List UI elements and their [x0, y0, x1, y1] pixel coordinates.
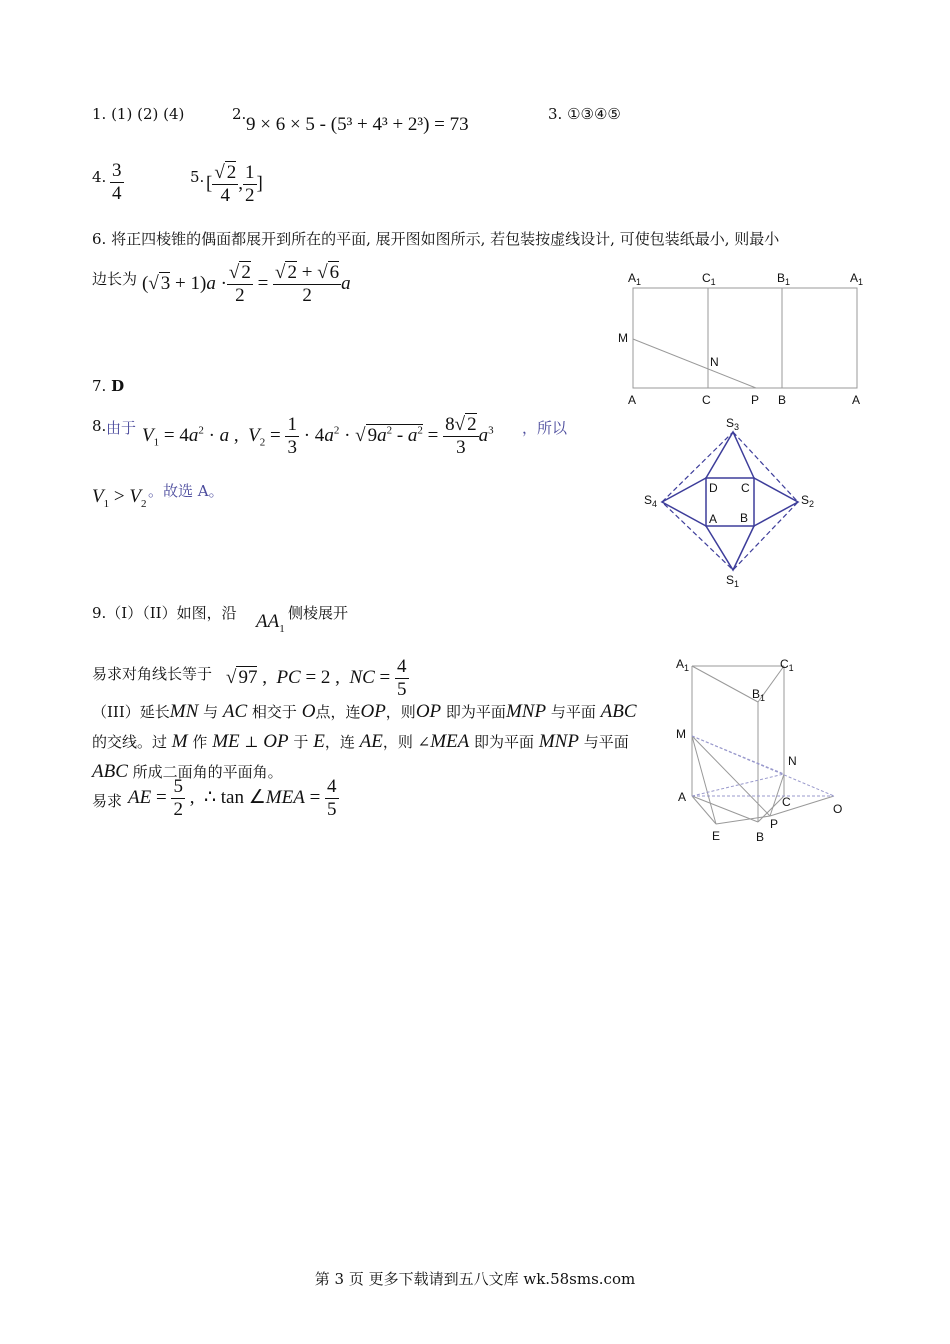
answer-9-line2: 易求对角线长等于 — [92, 665, 213, 683]
fig1-rectangle — [633, 288, 857, 388]
fig2-face-left — [662, 478, 706, 526]
answer-3: 3. ①③④⑤ — [548, 105, 621, 123]
fig3-label-b: B — [756, 830, 765, 844]
fig1-label-b1: $B_1$ — [777, 271, 791, 287]
answer-2-expression: 9 × 6 × 5 - (5³ + 4³ + 2³) = 73 — [246, 114, 469, 135]
fig2-label-d: D — [709, 481, 718, 495]
fig3-label-p: P — [770, 817, 779, 831]
fig1-label-c: C — [702, 393, 711, 407]
fig3-label-m: M — [676, 727, 686, 741]
answer-7-number: 7. D — [92, 377, 125, 395]
fig2-label-s3: $S_3$ — [726, 416, 740, 432]
answer-9-values: √ 97 , PC = 2 , NC = $\frac{4}{5}$ — [226, 656, 407, 700]
fig2-label-s2: $S_2$ — [801, 493, 815, 509]
fig3-label-a1: $A_1$ — [676, 657, 690, 673]
fig1-label-m: M — [618, 331, 628, 345]
answer-9-final-expr: AE = $\frac{5}{2}$ , ∴ tan ∠MEA = $\frac{4}{5}$ — [128, 776, 337, 820]
fig2-face-bottom — [706, 526, 754, 570]
fig3-label-a: A — [678, 790, 687, 804]
fig2-label-s1: $S_1$ — [726, 573, 740, 589]
fig1-label-a1-right: $A_1$ — [850, 271, 864, 287]
answer-8-youyu: 由于 — [106, 419, 137, 437]
answer-5-interval: [ $\frac{√ 2}{4}$ , $\frac{1}{2}$ ] — [206, 162, 263, 206]
answer-6-expression: (√ 3 + 1)a · $\frac{√ 2}{2}$ = $\frac{√ 2 + √ 6}{2}$ a — [142, 262, 351, 306]
fig2-label-s4: $S_4$ — [644, 493, 658, 509]
fig3-label-c: C — [782, 795, 791, 809]
answer-9-last: 易求 — [92, 792, 123, 810]
answer-8-suoyi: ，所以 — [522, 419, 568, 437]
answer-8-inequality: $V_1 > V_2$ — [92, 486, 147, 510]
fig1-label-a-right: A — [852, 393, 861, 407]
answer-9-part3: （III）延长MN 与 AC 相交于 O点，连OP，则OP 即为平面MNP 与平面 ABC 的交线。过 M 作 ME ⊥ OP 于 E，连 AE，则 ∠MEA 即为平面 MNP 与平面ABC 所成二面角的平面角。 — [92, 701, 637, 782]
fig2-face-right — [754, 478, 798, 526]
answer-9-line1b: 侧棱展开 — [288, 604, 349, 622]
answer-8-expression: $V_1 = 4a^2 \cdot a$ , $V_2$ = $\frac{1}{3}$ · $4a^2$ · √ $9a^2 - a^2$ = $\frac{8√ 2}{3}$ $a^3$ — [142, 414, 494, 458]
answer-6-text2: 边长为 — [92, 270, 138, 288]
fig1-label-n: N — [710, 355, 719, 369]
answer-8-conclusion: 。故选 A。 — [148, 482, 224, 500]
fig1-label-a: A — [628, 393, 637, 407]
fig3-label-b1: $B_1$ — [752, 687, 766, 703]
unfolded-prism-figure — [618, 266, 868, 410]
answer-8-number: 8. — [92, 417, 107, 435]
fig1-label-a1: $A_1$ — [628, 271, 642, 287]
fig3-label-o: O — [833, 802, 843, 816]
page-footer: 第 3 页 更多下载请到五八文库 wk.58sms.com — [314, 1270, 636, 1288]
answer-4-number: 4. — [92, 168, 107, 186]
fig2-face-top — [706, 432, 754, 478]
fig3-label-n: N — [788, 754, 797, 768]
fig1-label-b: B — [778, 393, 787, 407]
answer-6-text: 6. 将正四棱锥的偶面都展开到所在的平面, 展开图如图所示, 若包装按虚线设计, 可使包装纸最小, 则最小 — [92, 230, 780, 248]
fig1-label-p: P — [751, 393, 760, 407]
fig2-label-c: C — [741, 481, 750, 495]
pyramid-net-figure — [640, 412, 830, 592]
answer-2-number: 2. — [232, 105, 247, 123]
answer-9-line1: 9.（I）（II）如图，沿 — [92, 604, 237, 622]
fig3-label-e: E — [712, 829, 721, 843]
prism-figure — [672, 652, 862, 848]
answer-1: 1. (1) (2) (4) — [92, 105, 185, 123]
answer-4-fraction: $\frac{3}{4}$ — [112, 160, 122, 204]
answer-9-aa1: $AA_1$ — [256, 611, 285, 635]
fig2-label-a: A — [709, 512, 718, 526]
fig1-line-mp — [633, 339, 756, 388]
answer-7-choice: D — [111, 377, 125, 395]
fig2-dashed-outline — [662, 432, 798, 570]
fig2-label-b: B — [740, 511, 749, 525]
answer-5-number: 5. — [190, 168, 205, 186]
fig1-label-c1: $C_1$ — [702, 271, 716, 287]
fig3-label-c1: $C_1$ — [780, 657, 794, 673]
